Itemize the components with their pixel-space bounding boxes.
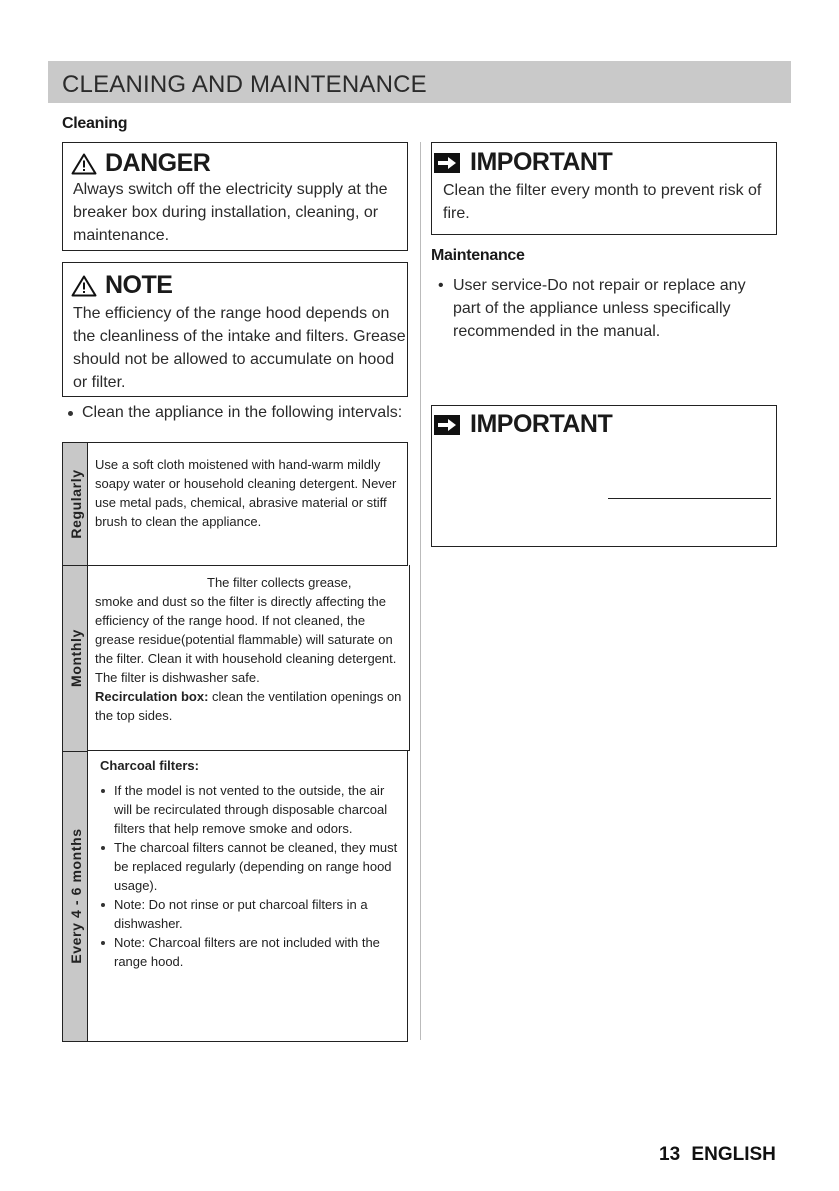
maintenance-subtitle: Maintenance <box>431 247 525 264</box>
bullet-dot: • <box>438 277 444 294</box>
monthly-cell <box>88 565 410 751</box>
important-heading-2 <box>434 410 612 439</box>
list-item-text: If the model is not vented to the outside, the air will be recirculated through disposable charcoal filters that help remove smoke and odors. <box>114 783 388 836</box>
recirculation-label: Recirculation box: <box>95 689 209 704</box>
interval-table <box>62 442 408 1042</box>
bullet-dot <box>96 895 114 933</box>
row-label-regularly <box>62 442 88 566</box>
note-text: The efficiency of the range hood depends on the cleanliness of the intake and filters. Grease should not be allowed to accumulate on hood or filter. <box>73 305 406 391</box>
page-number: 13 <box>659 1144 681 1165</box>
recirculation-text: clean the ventilation openings on the top sides. <box>95 689 402 723</box>
important-box-2 <box>431 405 777 547</box>
list-item-text: Note: Charcoal filters are not included with the range hood. <box>114 935 380 969</box>
intervals-intro <box>68 404 402 422</box>
note-heading <box>71 271 172 300</box>
list-item-text: The charcoal filters cannot be cleaned, they must be replaced regularly (depending on range hood usage). <box>114 840 398 893</box>
regularly-label: Regularly <box>68 469 84 539</box>
danger-title: DANGER <box>105 149 211 177</box>
warning-triangle-icon <box>71 153 97 175</box>
list-item <box>96 838 398 895</box>
row-label-every <box>62 751 88 1042</box>
row-label-monthly <box>62 565 88 752</box>
danger-text: Always switch off the electricity supply at the breaker box during installation, cleaning, or maintenance. <box>73 181 388 244</box>
important-heading <box>434 148 612 177</box>
note-title: NOTE <box>105 271 173 299</box>
important-text: Clean the filter every month to prevent risk of fire. <box>443 182 762 222</box>
monthly-text <box>95 573 405 725</box>
danger-heading <box>71 149 210 178</box>
regularly-text: Use a soft cloth moistened with hand-warm mildly soapy water or household cleaning detergent. Never use metal pads, chemical, abrasive material or stiff brush to clean the appliance. <box>95 457 397 529</box>
arrow-right-box-icon <box>434 153 460 173</box>
monthly-text-lead: The filter collects grease, <box>207 575 352 590</box>
danger-box <box>62 142 408 251</box>
charcoal-list <box>96 781 398 971</box>
maintenance-text: User service-Do not repair or replace any part of the appliance unless specifically recommended in the manual. <box>453 277 746 340</box>
bullet-dot <box>68 411 73 416</box>
bullet-dot <box>96 781 114 838</box>
page-footer <box>659 1144 776 1166</box>
page-language: ENGLISH <box>691 1144 776 1165</box>
regularly-cell <box>88 442 408 566</box>
intervals-intro-text: Clean the appliance in the following intervals: <box>82 404 403 421</box>
list-item <box>96 933 398 971</box>
every-label: Every 4 - 6 months <box>68 828 84 964</box>
warning-triangle-icon <box>71 275 97 297</box>
page-title: CLEANING AND MAINTENANCE <box>62 71 427 98</box>
column-divider <box>420 142 421 1040</box>
note-box <box>62 262 408 397</box>
list-item <box>96 895 398 933</box>
recirculation-note <box>95 687 405 725</box>
list-item-text: Note: Do not rinse or put charcoal filters in a dishwasher. <box>114 897 368 931</box>
charcoal-heading: Charcoal filters: <box>100 758 199 773</box>
cleaning-subtitle: Cleaning <box>62 115 128 132</box>
monthly-text-body: smoke and dust so the filter is directly affecting the efficiency of the range hood. If not cleaned, the grease residue(potential flammable) will saturate on the filter. Clean it with household cleaning detergent. The filter is dishwasher safe. <box>95 594 397 685</box>
important-box <box>431 142 777 235</box>
bullet-dot <box>96 933 114 971</box>
every-cell <box>88 751 408 1042</box>
list-item <box>96 781 398 838</box>
arrow-right-box-icon <box>434 415 460 435</box>
monthly-label: Monthly <box>68 629 84 687</box>
underline-rule <box>608 498 771 499</box>
bullet-dot <box>96 838 114 895</box>
maintenance-bullet <box>438 274 768 343</box>
important-title: IMPORTANT <box>470 148 613 176</box>
important-title-2: IMPORTANT <box>470 410 613 438</box>
